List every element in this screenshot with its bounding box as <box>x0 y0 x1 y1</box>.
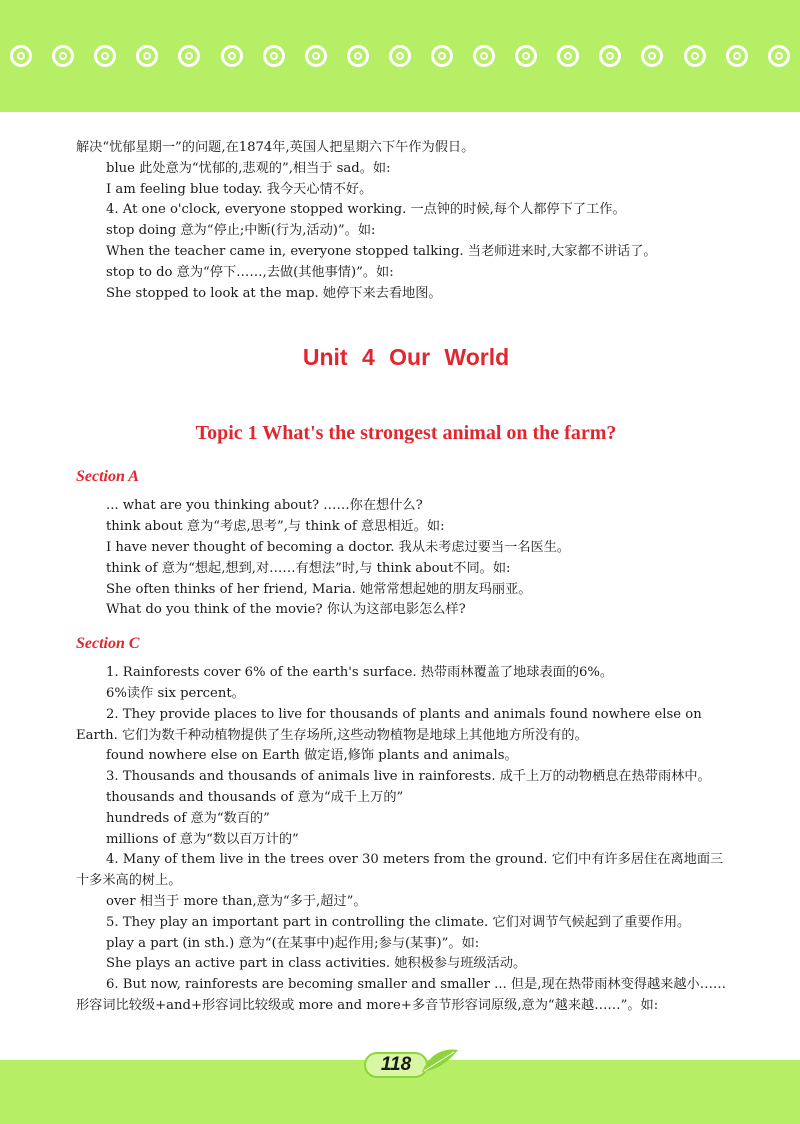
ring-icon <box>726 45 748 67</box>
text-line: I have never thought of becoming a doctor. 我从未考虑过要当一名医生。 <box>106 539 571 555</box>
unit-title: Unit 4 Our World <box>302 344 510 371</box>
text-line: hundreds of 意为“数百的” <box>106 810 270 826</box>
page-number: 118 <box>380 1054 412 1075</box>
text-line: stop to do 意为“停下……,去做(其他事情)”。如: <box>106 264 394 280</box>
text-paragraph: 2. They provide places to live for thousands of plants and animals found nowhere else on Earth. 它们为数千种动植物提供了生存场所,这些动物植物是地球上其他地方所没有的。 <box>76 706 702 743</box>
text-line: What do you think of the movie? 你认为这部电影怎么样? <box>106 602 466 618</box>
text-line: ... what are you thinking about? ……你在想什么? <box>106 498 423 514</box>
section-c-body <box>76 663 736 1017</box>
text-line: She stopped to look at the map. 她停下来去看地图。 <box>106 285 442 301</box>
text-line: 4. At one o'clock, everyone stopped working. 一点钟的时候,每个人都停下了工作。 <box>106 202 626 218</box>
text-line: 6%读作 six percent。 <box>106 685 245 701</box>
text-line: 1. Rainforests cover 6% of the earth's surface. 热带雨林覆盖了地球表面的6%。 <box>106 665 614 681</box>
ring-icon <box>10 45 32 67</box>
text-line: stop doing 意为“停止;中断(行为,活动)”。如: <box>106 223 376 239</box>
topic-title: Topic 1 What's the strongest animal on the farm? <box>195 422 617 445</box>
text-line: 6. But now, rainforests are becoming smaller and smaller ... 但是,现在热带雨林变得越来越小…… <box>106 977 727 993</box>
text-line: over 相当于 more than,意为“多于,超过”。 <box>106 893 367 909</box>
ring-icon <box>431 45 453 67</box>
ring-icon <box>599 45 621 67</box>
text-line: 解决“忧郁星期一”的问题,在1874年,英国人把星期六下午作为假日。 <box>76 140 475 155</box>
ring-icon <box>52 45 74 67</box>
ring-icon <box>136 45 158 67</box>
text-line: think about 意为“考虑,思考”,与 think of 意思相近。如: <box>106 519 445 535</box>
text-line: She plays an active part in class activities. 她积极参与班级活动。 <box>106 956 527 972</box>
page-number-badge <box>340 1044 460 1084</box>
text-line: found nowhere else on Earth 做定语,修饰 plants and animals。 <box>106 748 518 764</box>
text-paragraph: 4. Many of them live in the trees over 30 meters from the ground. 它们中有许多居住在离地面三十多米高的树上。 <box>76 852 724 889</box>
text-line: When the teacher came in, everyone stopped talking. 当老师进来时,大家都不讲话了。 <box>106 243 657 259</box>
ring-icon <box>641 45 663 67</box>
text-line: She often thinks of her friend, Maria. 她常常想起她的朋友玛丽亚。 <box>106 581 532 597</box>
header-ring-decoration <box>0 38 800 74</box>
ring-icon <box>94 45 116 67</box>
ring-icon <box>515 45 537 67</box>
text-line: millions of 意为“数以百万计的” <box>106 831 299 847</box>
section-a-title: Section A <box>76 468 139 486</box>
ring-icon <box>768 45 790 67</box>
ring-icon <box>684 45 706 67</box>
header-band <box>0 0 800 112</box>
ring-icon <box>305 45 327 67</box>
text-line: play a part (in sth.) 意为“(在某事中)起作用;参与(某事)”。如: <box>106 935 480 951</box>
ring-icon <box>557 45 579 67</box>
ring-icon <box>347 45 369 67</box>
text-line: blue 此处意为“忧郁的,悲观的”,相当于 sad。如: <box>106 160 391 176</box>
text-line: think of 意为“想起,想到,对……有想法”时,与 think about不同。如: <box>106 560 511 576</box>
ring-icon <box>389 45 411 67</box>
section-c-title: Section C <box>76 635 140 653</box>
ring-icon <box>473 45 495 67</box>
section-a-body <box>76 496 736 621</box>
page-body <box>76 138 736 1017</box>
text-line: thousands and thousands of 意为“成千上万的” <box>106 789 404 805</box>
text-line: 形容词比较级+and+形容词比较级或 more and more+多音节形容词原级,意为“越来越……”。如: <box>76 997 659 1013</box>
text-line: 5. They play an important part in controlling the climate. 它们对调节气候起到了重要作用。 <box>106 914 691 930</box>
ring-icon <box>178 45 200 67</box>
intro-block <box>76 138 736 304</box>
ring-icon <box>221 45 243 67</box>
text-line: 3. Thousands and thousands of animals live in rainforests. 成千上万的动物栖息在热带雨林中。 <box>106 769 711 785</box>
text-line: I am feeling blue today. 我今天心情不好。 <box>106 181 373 197</box>
ring-icon <box>263 45 285 67</box>
